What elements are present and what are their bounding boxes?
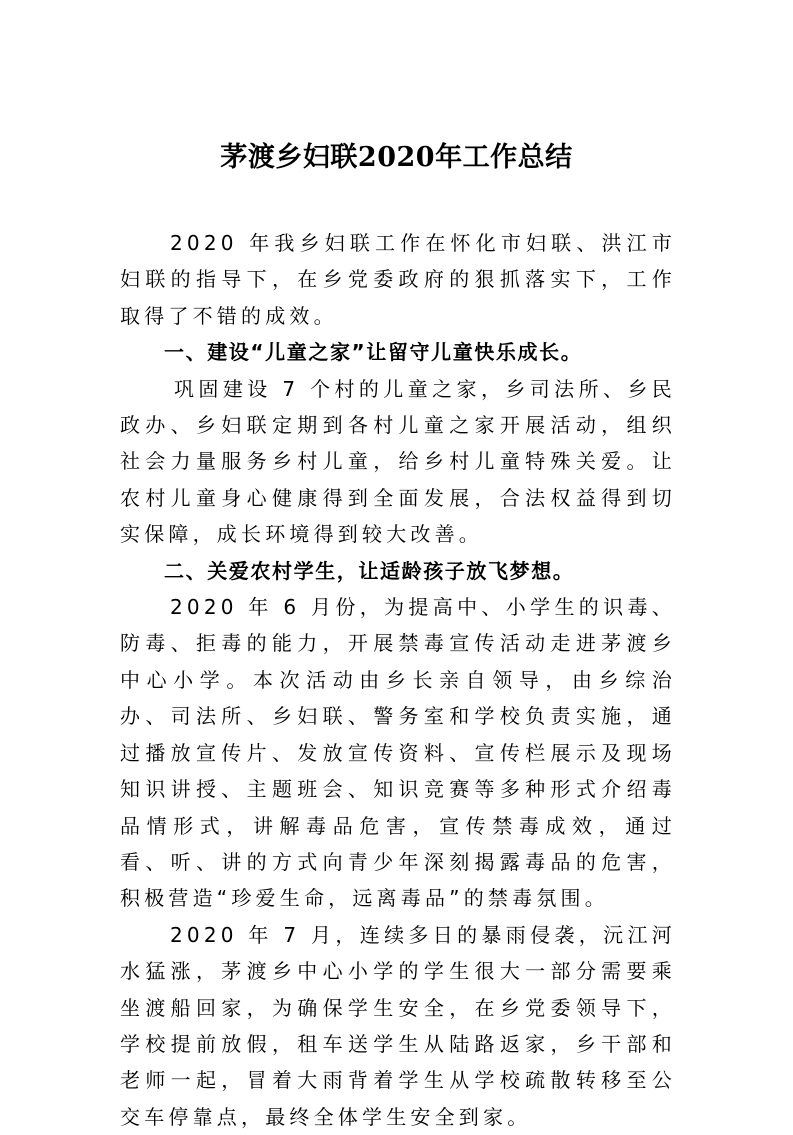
document-body [120,225,676,1135]
section-2-paragraph-2: 2020 年 7 月，连续多日的暴雨侵袭，沅江河水猛涨，茅渡乡中心小学的学生很大一部分需要乘坐渡船回家，为确保学生安全，在乡党委领导下，学校提前放假，租车送学生从陆路返家，乡干部和老师一起，冒着大雨背着学生从学校疏散转移至公交车停靠点，最终全体学生安全到家。 [120,922,676,1129]
intro-paragraph: 2020 年我乡妇联工作在怀化市妇联、洪江市妇联的指导下，在乡党委政府的狠抓落实下，工作取得了不错的成效。 [120,231,676,328]
section-1-paragraph: 巩固建设 7 个村的儿童之家，乡司法所、乡民政办、乡妇联定期到各村儿童之家开展活动，组织社会力量服务乡村儿童，给乡村儿童特殊关爱。让农村儿童身心健康得到全面发展，合法权益得到切实保障，成长环境得到较大改善。 [120,376,676,547]
section-heading-1: 一、建设“儿童之家”让留守儿童快乐成长。 [164,340,583,365]
section-heading-2: 二、关爱农村学生，让适龄孩子放飞梦想。 [164,558,575,583]
document-title: 茅渡乡妇联2020年工作总结 [220,142,573,173]
section-2-paragraph-1: 2020 年 6 月份，为提高中、小学生的识毒、防毒、拒毒的能力，开展禁毒宣传活动走进茅渡乡中心小学。本次活动由乡长亲自领导，由乡综治办、司法所、乡妇联、警务室和学校负责实施，通过播放宣传片、发放宣传资料、宣传栏展示及现场知识讲授、主题班会、知识竞赛等多种形式介绍毒品情形式，讲解毒品危害，宣传禁毒成效，通过看、听、讲的方式向青少年深刻揭露毒品的危害，积极营造“珍爱生命，远离毒品”的禁毒氛围。 [120,595,676,911]
